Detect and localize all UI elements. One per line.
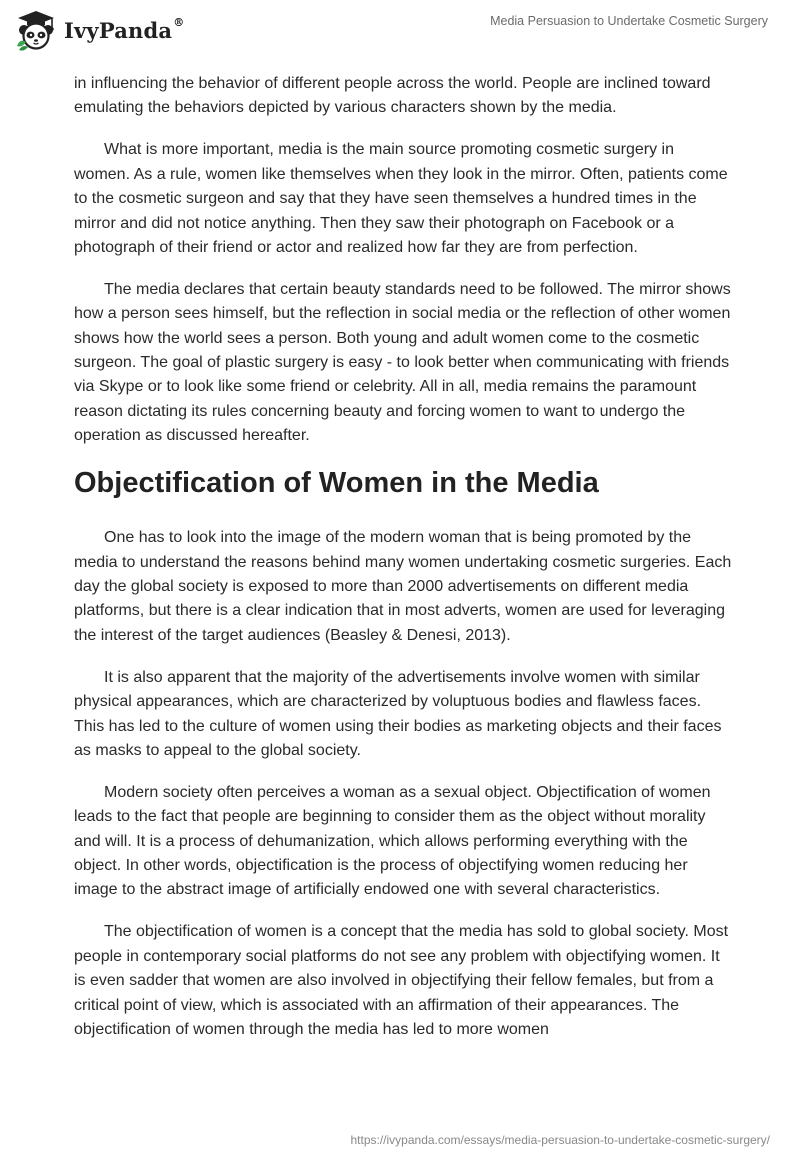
paragraph: The objectification of women is a concept that the media has sold to global society. Most people in contemporary social platforms do not see any problem with objectifying women. It is even sadder that women are also involved in objectifying their fellow females, but from a critical point of view, which is associated with an affirmation of their appearances. The objectification of women through the media has led to more women: [74, 923, 729, 1038]
logo-text: IvyPanda®: [64, 15, 185, 43]
source-url[interactable]: https://ivypanda.com/essays/media-persuasion-to-undertake-cosmetic-surgery/: [350, 1133, 770, 1147]
page-header: [0, 0, 800, 64]
paragraph: It is also apparent that the majority of the advertisements involve women with similar physical appearances, which are characterized by voluptuous bodies and flawless faces. This has led to the culture of women using their bodies as marketing objects and their faces as masks to appeal to the global society.: [74, 668, 722, 759]
paragraph: The media declares that certain beauty standards need to be followed. The mirror shows how a person sees himself, but the reflection in social media or the reflection of other women shows how the world sees a person. Both young and adult women come to the cosmetic surgeon. The goal of plastic surgery is easy - to look better when communicating with friends via Skype or to look like some friend or celebrity. All in all, media remains the paramount reason dictating its rules concerning beauty and forcing women to want to undergo the operation as discussed hereafter.: [74, 280, 731, 445]
paragraph: What is more important, media is the main source promoting cosmetic surgery in women. As a rule, women like themselves when they look in the mirror. Often, patients come to the cosmetic surgeon and say that they have seen themselves a hundred times in the mirror and did not notice anything. Then they saw their photograph on Facebook or a photograph of their friend or actor and realized how far they are from perfection.: [74, 141, 728, 256]
paragraph: Modern society often perceives a woman as a sexual object. Objectification of women leads to the fact that people are beginning to consider them as the object without morality and will. It is a process of dehumanization, which allows performing everything with the object. In other words, objectification is the process of objectifying women reducing her image to the abstract image of artificially endowed one with several characteristics.: [74, 783, 711, 899]
ivypanda-logo[interactable]: [14, 8, 184, 52]
paragraph-continuation: in influencing the behavior of different people across the world. People are inclined toward emulating the behaviors depicted by various characters shown by the media.: [74, 75, 711, 117]
paragraph: One has to look into the image of the modern woman that is being promoted by the media to understand the reasons behind many women undertaking cosmetic surgeries. Each day the global society is exposed to more than 2000 advertisements on different media platforms, but there is a clear indication that in most adverts, women are used for leveraging the interest of the target audiences (Beasley & Denesi, 2013).: [74, 529, 732, 644]
document-title: Media Persuasion to Undertake Cosmetic Surgery: [490, 14, 768, 28]
essay-body: [74, 72, 734, 1060]
registered-mark: ®: [173, 15, 185, 29]
section-heading: Objectification of Women in the Media: [74, 467, 599, 500]
panda-graduate-icon: [14, 8, 58, 52]
